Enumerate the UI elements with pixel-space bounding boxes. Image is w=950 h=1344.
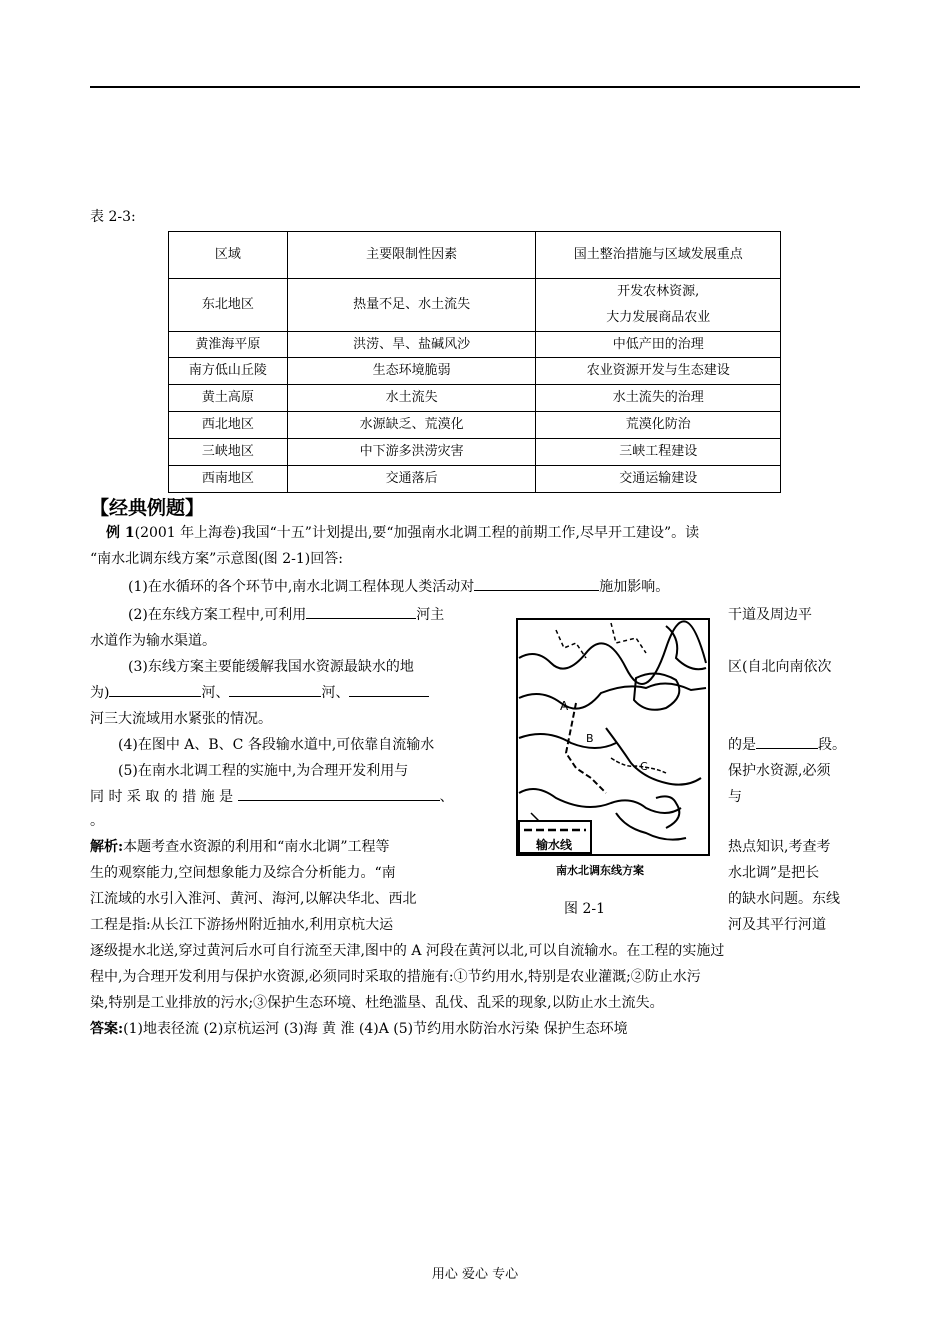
answer-line: 答案:(1)地表径流 (2)京杭运河 (3)海 黄 淮 (4)A (5)节约用水防治水污染 保护生态环境 (90, 1021, 628, 1037)
question-3: (3)东线方案主要能缓解我国水资源最缺水的地 (128, 659, 414, 675)
map-label-a: A (560, 699, 569, 713)
answer-blank[interactable] (229, 682, 321, 697)
table-header: 区域 (169, 232, 288, 279)
question-5: (5)在南水北调工程的实施中,为合理开发利用与 (118, 763, 409, 779)
route-map (516, 618, 710, 880)
answer-label: 答案: (90, 1021, 124, 1037)
table-cell-measure: 中低产田的治理 (536, 332, 781, 358)
table-row (169, 385, 781, 412)
question-5-end: 。 (90, 813, 104, 829)
figure-caption: 图 2-1 (564, 901, 605, 917)
question-3-cont: 区(自北向南依次 (728, 659, 832, 675)
table-row (169, 358, 781, 385)
analysis-line-4: 工程是指:从长江下游扬州附近抽水,利用京杭大运 (90, 917, 394, 933)
example-line-1: 例 1(2001 年上海卷)我国“十五”计划提出,要“加强南水北调工程的前期工作,尽早开工建设”。读 (106, 525, 700, 541)
table-cell-measure: 荒漠化防治 (536, 412, 781, 439)
table-cell-factor: 水源缺乏、荒漠化 (287, 412, 536, 439)
table-cell-measure: 交通运输建设 (536, 466, 781, 493)
analysis-label: 解析: (90, 839, 124, 855)
question-1: (1)在水循环的各个环节中,南水北调工程体现人类活动对 施加影响。 (128, 576, 669, 596)
table-cell-region: 黄淮海平原 (169, 332, 288, 358)
analysis-line-3-cont: 的缺水问题。东线 (728, 891, 840, 907)
question-2: (2)在东线方案工程中,可利用 河主 (128, 604, 444, 624)
analysis-line-7: 染,特别是工业排放的污水;③保护生态环境、杜绝滥垦、乱伐、乱采的现象,以防止水土流失。 (90, 995, 664, 1011)
table-header: 主要限制性因素 (287, 232, 536, 279)
table-row (169, 439, 781, 466)
analysis-line-2-cont: 水北调”是把长 (728, 865, 820, 881)
example-label: 例 1 (106, 525, 135, 541)
analysis-line-6: 程中,为合理开发利用与保护水资源,必须同时采取的措施有:①节约用水,特别是农业灌溉;②防止水污 (90, 969, 701, 985)
analysis-line-2: 生的观察能力,空间想象能力及综合分析能力。“南 (90, 865, 396, 881)
table-cell-measure: 三峡工程建设 (536, 439, 781, 466)
answer-blank[interactable] (238, 786, 440, 801)
route-map-figure (516, 618, 710, 880)
answer-blank[interactable] (349, 682, 429, 697)
table-cell-measure: 农业资源开发与生态建设 (536, 358, 781, 385)
table-cell-region: 西南地区 (169, 466, 288, 493)
table-cell-factor: 交通落后 (287, 466, 536, 493)
analysis-line-3: 江流域的水引入淮河、黄河、海河,以解决华北、西北 (90, 891, 417, 907)
question-5-cont: 保护水资源,必须 (728, 763, 831, 779)
analysis-line-1: 解析:本题考查水资源的利用和“南水北调”工程等 (90, 839, 390, 855)
table-cell-factor: 热量不足、水土流失 (287, 279, 536, 332)
question-2-end: 水道作为输水渠道。 (90, 633, 216, 649)
analysis-line-5: 逐级提水北送,穿过黄河后水可自行流至天津,图中的 A 河段在黄河以北,可以自流输水。在工程的实施过 (90, 943, 725, 959)
answer-blank[interactable] (756, 734, 818, 749)
map-legend-text: 输水线 (536, 838, 573, 852)
table-caption: 表 2-3: (90, 209, 136, 225)
table-cell-factor: 水土流失 (287, 385, 536, 412)
analysis-line-4-cont: 河及其平行河道 (728, 917, 826, 933)
question-4: (4)在图中 A、B、C 各段输水道中,可依靠自流输水 (118, 737, 435, 753)
table-cell-region: 西北地区 (169, 412, 288, 439)
table-row (169, 279, 781, 332)
map-label-b: B (586, 732, 594, 745)
region-table (168, 231, 781, 493)
answer-blank[interactable] (109, 682, 201, 697)
table-cell-factor: 生态环境脆弱 (287, 358, 536, 385)
question-5-blanks: 同 时 采 取 的 措 施 是 、 (90, 786, 454, 806)
section-title: 【经典例题】 (90, 497, 205, 519)
example-line-2: “南水北调东线方案”示意图(图 2-1)回答: (90, 551, 343, 567)
answer-blank[interactable] (306, 604, 416, 619)
question-4-cont: 的是 段。 (728, 734, 846, 754)
question-3-end: 河三大流域用水紧张的情况。 (90, 711, 272, 727)
question-3-blanks: 为) 河、 河、 (90, 682, 429, 702)
analysis-line-1-cont: 热点知识,考查考 (728, 839, 831, 855)
table-cell-region: 东北地区 (169, 279, 288, 332)
question-2-cont: 干道及周边平 (728, 607, 812, 623)
table-cell-factor: 中下游多洪涝灾害 (287, 439, 536, 466)
map-label-c: C (640, 760, 648, 773)
page-footer: 用心 爱心 专心 (431, 1267, 519, 1282)
table-row (169, 412, 781, 439)
table-header: 国土整治措施与区域发展重点 (536, 232, 781, 279)
table-cell-region: 三峡地区 (169, 439, 288, 466)
question-5-and: 与 (728, 789, 742, 805)
answer-blank[interactable] (474, 576, 599, 591)
table-cell-factor: 洪涝、旱、盐碱风沙 (287, 332, 536, 358)
table-row (169, 332, 781, 358)
header-rule (90, 86, 860, 88)
table-row (169, 466, 781, 493)
table-cell-region: 南方低山丘陵 (169, 358, 288, 385)
table-cell-measure: 水土流失的治理 (536, 385, 781, 412)
table-cell-region: 黄土高原 (169, 385, 288, 412)
table-header-row (169, 232, 781, 279)
map-title: 南水北调东线方案 (556, 864, 644, 877)
table-cell-measure: 开发农林资源, 大力发展商品农业 (536, 279, 781, 332)
